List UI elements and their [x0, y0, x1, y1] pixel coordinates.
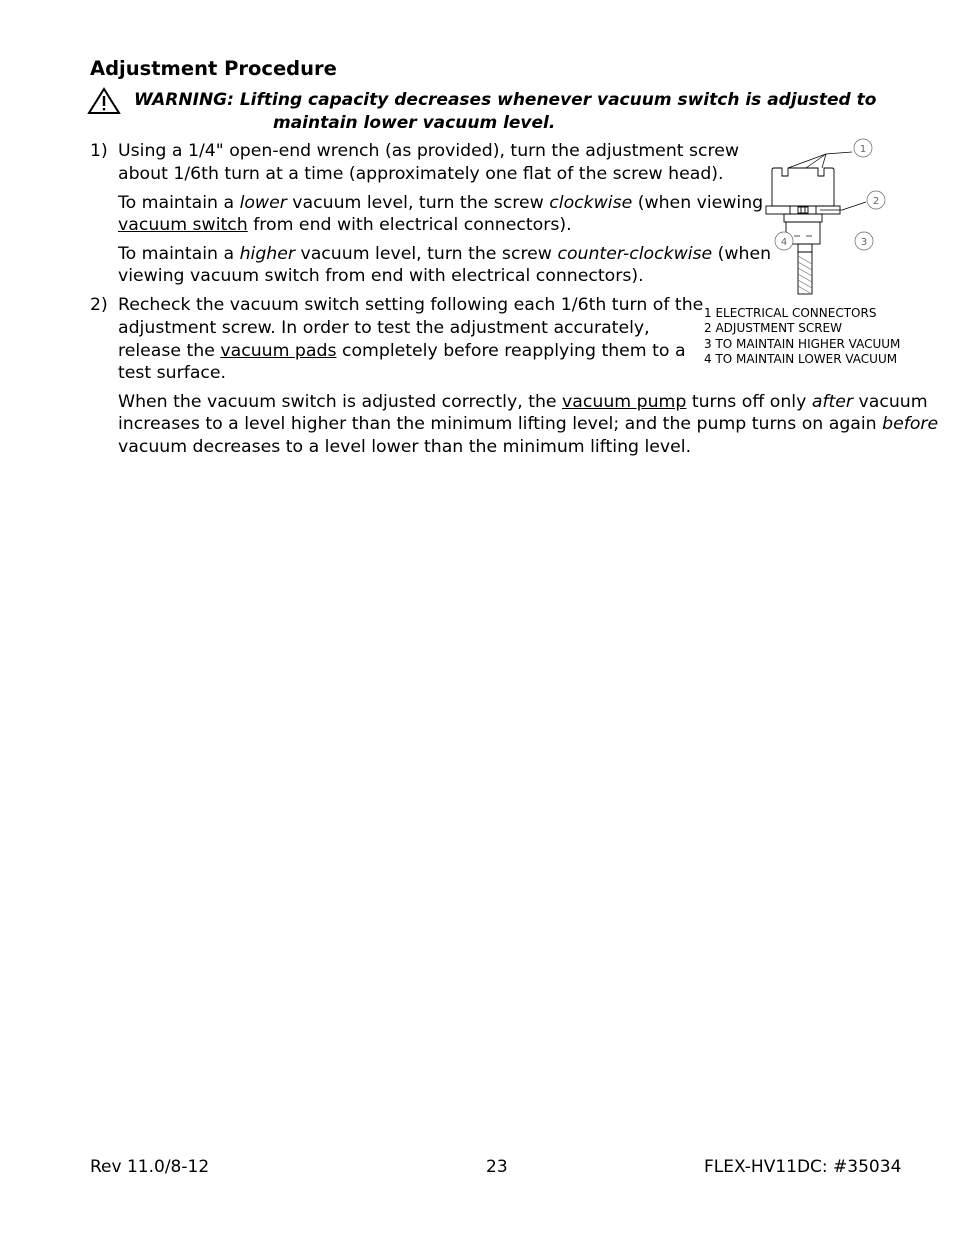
- step-2-number: 2): [90, 295, 108, 315]
- legend-item-higher-vacuum: 3 TO MAINTAIN HIGHER VACUUM: [704, 337, 901, 351]
- page-title: Adjustment Procedure: [90, 57, 337, 80]
- step-2-line-1: Recheck the vacuum switch setting following each 1/6th turn of the: [118, 295, 704, 315]
- step-1-number: 1): [90, 141, 108, 161]
- legend-item-adjustment-screw: 2 ADJUSTMENT SCREW: [704, 321, 843, 335]
- callout-4: 4: [780, 237, 788, 248]
- higher-vacuum-line-1: To maintain a higher vacuum level, turn the screw counter-clockwise (when: [118, 244, 772, 264]
- vacuum-switch-diagram: [758, 136, 904, 300]
- legend-item-electrical-connectors: 1 ELECTRICAL CONNECTORS: [704, 306, 877, 320]
- footer-revision: Rev 11.0/8-12: [90, 1157, 210, 1177]
- step-2-line-3: release the vacuum pads completely before reapplying them to a: [118, 341, 686, 361]
- vacuum-pads-link[interactable]: vacuum pads: [220, 341, 337, 361]
- warning-line-2: maintain lower vacuum level.: [273, 113, 556, 133]
- callout-1: 1: [859, 144, 867, 155]
- lower-vacuum-line-1: To maintain a lower vacuum level, turn the screw clockwise (when viewing: [118, 193, 764, 213]
- result-line-3: vacuum decreases to a level lower than the minimum lifting level.: [118, 437, 692, 457]
- warning-triangle-icon: [87, 87, 121, 115]
- legend-item-lower-vacuum: 4 TO MAINTAIN LOWER VACUUM: [704, 352, 898, 366]
- warning-line-1: WARNING: Lifting capacity decreases whenever vacuum switch is adjusted to: [134, 90, 877, 110]
- lower-vacuum-line-2: vacuum switch from end with electrical connectors).: [118, 215, 572, 235]
- result-line-1: When the vacuum switch is adjusted correctly, the vacuum pump turns off only after vacuum: [118, 392, 928, 412]
- step-1-line-1: Using a 1/4" open-end wrench (as provided), turn the adjustment screw: [118, 141, 740, 161]
- callout-2: 2: [872, 196, 880, 207]
- vacuum-switch-link[interactable]: vacuum switch: [118, 215, 248, 235]
- footer-model-number: FLEX-HV11DC: #35034: [704, 1157, 902, 1177]
- vacuum-pump-link[interactable]: vacuum pump: [562, 392, 687, 412]
- step-1-line-2: about 1/6th turn at a time (approximately one flat of the screw head).: [118, 164, 724, 184]
- step-2-line-4: test surface.: [118, 363, 227, 383]
- callout-3: 3: [860, 237, 868, 248]
- step-2-line-2: adjustment screw. In order to test the adjustment accurately,: [118, 318, 650, 338]
- higher-vacuum-line-2: viewing vacuum switch from end with electrical connectors).: [118, 266, 644, 286]
- footer-page-number: 23: [486, 1157, 508, 1177]
- result-line-2: increases to a level higher than the minimum lifting level; and the pump turns on again before: [118, 414, 939, 434]
